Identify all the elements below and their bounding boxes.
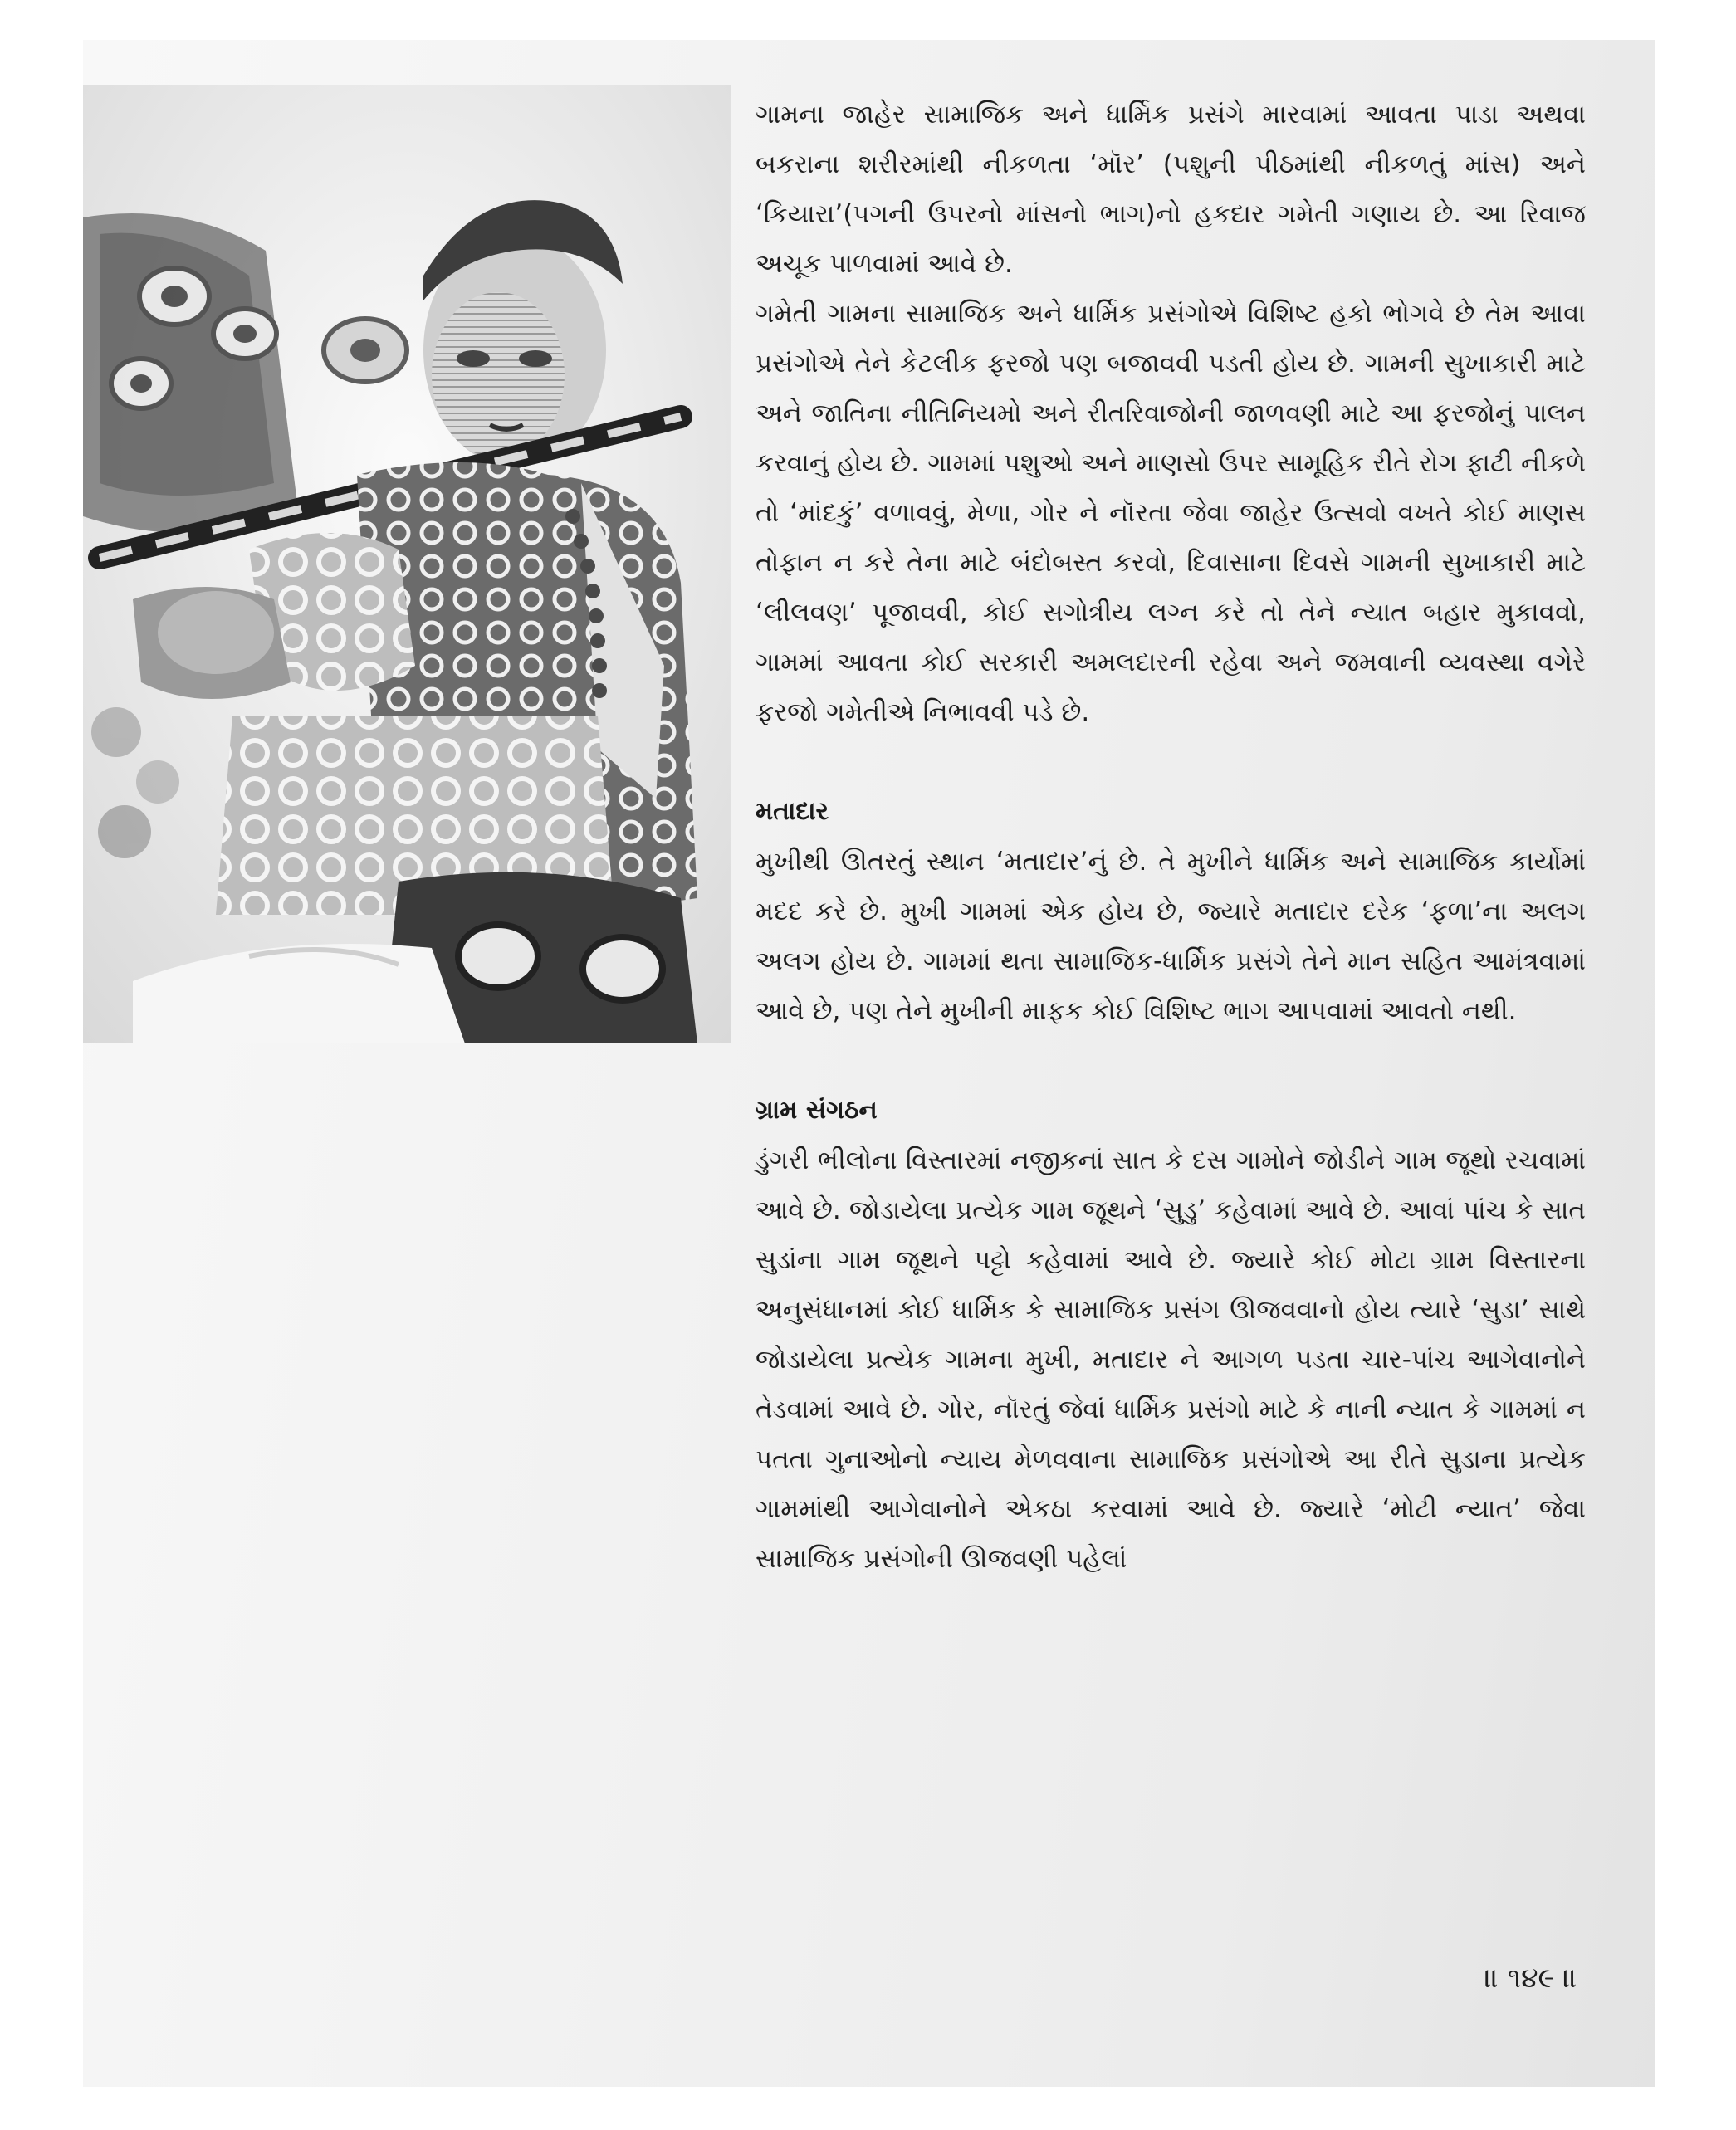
text-column [756, 90, 1586, 1584]
section-spacer [756, 1036, 1586, 1086]
section-heading-matadar: મતાદાર [756, 797, 829, 826]
paragraph-gameti-duties: ગમેતી ગામના સામાજિક અને ધાર્મિક પ્રસંગોએ વિશિષ્ટ હકો ભોગવે છે તેમ આવા પ્રસંગોએ તેને કેટલીક ફરજો પણ બજાવવી પડતી હોય છે. ગામની સુખાકારી માટે અને જાતિના નીતિનિયમો અને રીતરિવાજોની જાળવણી માટે આ ફરજોનું પાલન કરવાનું હોય છે. ગામમાં પશુઓ અને માણસો ઉપર સામૂહિક રીતે રોગ ફાટી નીકળે તો ‘માંદકું’ વળાવવું, મેળા, ગોર ને નૉરતા જેવા જાહેર ઉત્સવો વખતે કોઈ માણસ તોફાન ન કરે તેના માટે બંદોબસ્ત કરવો, દિવાસાના દિવસે ગામની સુખાકારી માટે ‘લીલવણ’ પૂજાવવી, કોઈ સગોત્રીય લગ્ન કરે તો તેને ન્યાત બહાર મુકાવવો, ગામમાં આવતા કોઈ સરકારી અમલદારની રહેવા અને જમવાની વ્યવસ્થા વગેરે ફરજો ગમેતીએ નિભાવવી પડે છે. [756, 299, 1586, 727]
page-number: ॥ ૧૪૯ ॥ [1484, 1961, 1577, 1994]
paragraph-matadar: મુખીથી ઊતરતું સ્થાન ‘મતાદાર’નું છે. તે મુખીને ધાર્મિક અને સામાજિક કાર્યોમાં મદદ કરે છે. મુખી ગામમાં એક હોય છે, જ્યારે મતાદાર દરેક ‘ફળા’ના અલગ અલગ હોય છે. ગામમાં થતા સામાજિક-ધાર્મિક પ્રસંગે તેને માન સહિત આમંત્રવામાં આવે છે, પણ તેને મુખીની માફક કોઈ વિશિષ્ટ ભાગ આપવામાં આવતો નથી. [756, 847, 1586, 1026]
flute-player-photo [83, 85, 731, 1043]
paragraph-mor-kiyara: ગામના જાહેર સામાજિક અને ધાર્મિક પ્રસંગે મારવામાં આવતા પાડા અથવા બકરાના શરીરમાંથી નીકળતા ‘મૉર’ (પશુની પીઠમાંથી નીકળતું માંસ) અને ‘કિયારા’(પગની ઉપરનો માંસનો ભાગ)નો હકદાર ગમેતી ગણાય છે. આ રિવાજ અચૂક પાળવામાં આવે છે. [756, 100, 1586, 279]
section-spacer [756, 737, 1586, 787]
paragraph-gram-sangathan: ડુંગરી ભીલોના વિસ્તારમાં નજીકનાં સાત કે દસ ગામોને જોડીને ગામ જૂથો રચવામાં આવે છે. જોડાયેલા પ્રત્યેક ગામ જૂથને ‘સુડુ’ કહેવામાં આવે છે. આવાં પાંચ કે સાત સુડાંના ગામ જૂથને પટ્ટો કહેવામાં આવે છે. જ્યારે કોઈ મોટા ગ્રામ વિસ્તારના અનુસંધાનમાં કોઈ ધાર્મિક કે સામાજિક પ્રસંગ ઊજવવાનો હોય ત્યારે ‘સુડા’ સાથે જોડાયેલા પ્રત્યેક ગામના મુખી, મતાદાર ને આગળ પડતા ચાર-પાંચ આગેવાનોને તેડવામાં આવે છે. ગોર, નૉરતું જેવાં ધાર્મિક પ્રસંગો માટે કે નાની ન્યાત કે ગામમાં ન પતતા ગુનાઓનો ન્યાય મેળવવાના સામાજિક પ્રસંગોએ આ રીતે સુડાના પ્રત્યેક ગામમાંથી આગેવાનોને એકઠા કરવામાં આવે છે. જ્યારે ‘મોટી ન્યાત’ જેવા સામાજિક પ્રસંગોની ઊજવણી પહેલાં [756, 1146, 1586, 1574]
section-heading-gram-sangathan: ગ્રામ સંગઠન [756, 1096, 878, 1125]
photo-illustration [83, 85, 731, 1043]
